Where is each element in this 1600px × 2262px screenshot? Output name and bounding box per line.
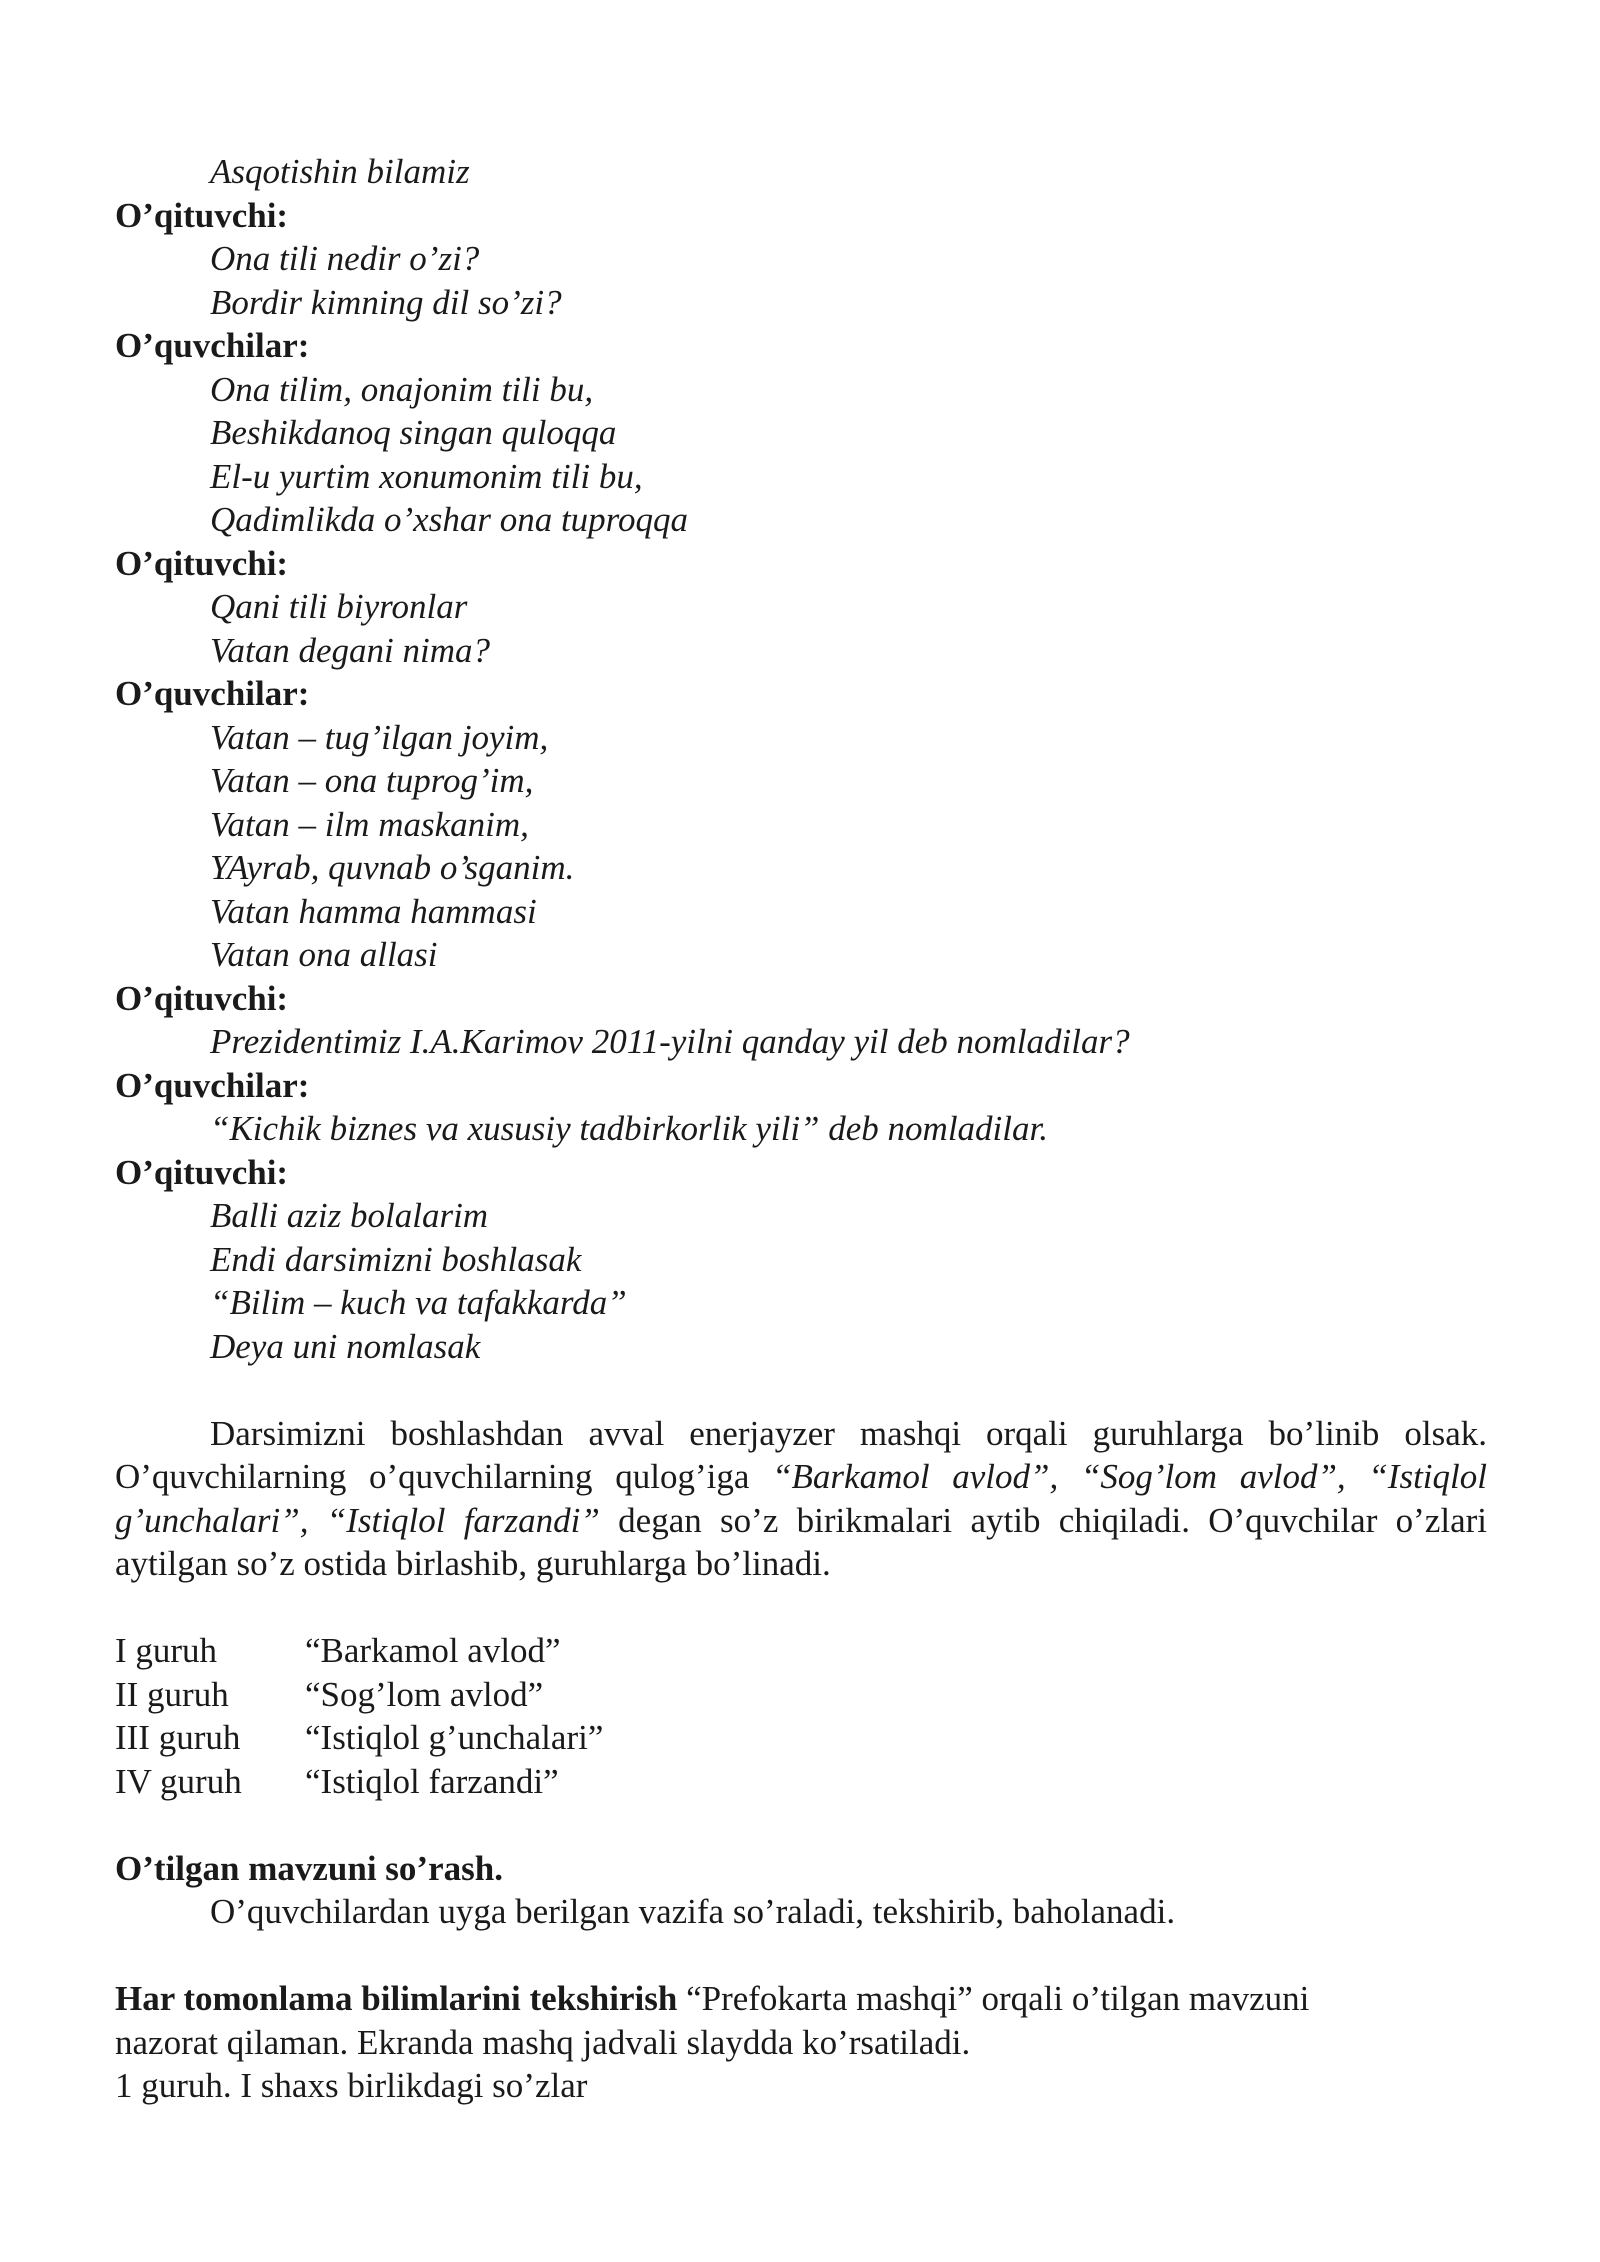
spacer — [115, 1368, 1487, 1412]
spacer — [115, 1586, 1487, 1630]
groups-list — [115, 1629, 1487, 1803]
verse-line: “Kichik biznes va xususiy tadbirkorlik yili” deb nomladilar. — [210, 1109, 1049, 1148]
group-number: II guruh — [115, 1674, 229, 1714]
verse-line: Vatan – ilm maskanim, — [210, 804, 529, 844]
spacer — [115, 1934, 1487, 1978]
group-row — [115, 1760, 1487, 1804]
verse-line: Asqotishin bilamiz — [210, 152, 470, 191]
group-row — [115, 1629, 1487, 1673]
verse-line: Vatan – tug’ilgan joyim, — [210, 717, 549, 757]
intro-paragraph — [115, 1412, 1487, 1586]
group-row — [115, 1673, 1487, 1717]
group-number: IV guruh — [115, 1761, 242, 1801]
verse-line: Qani tili biyronlar — [210, 587, 468, 626]
intro-text-2: degan so’z birikmalari aytib chiqiladi. O’quvchilar o’zlari aytilgan so’z ostida birlashib, guruhlarga bo’linadi. — [115, 1500, 1487, 1583]
verse-line: El-u yurtim xonumonim tili bu, — [210, 456, 643, 496]
speaker-label: O’qituvchi: — [115, 195, 289, 235]
group-number: III guruh — [115, 1718, 241, 1757]
review-heading: O’tilgan mavzuni so’rash. — [115, 1848, 503, 1888]
verse-line: Endi darsimizni boshlasak — [210, 1239, 582, 1279]
verse-line: Qadimlikda o’xshar ona tuproqqa — [210, 500, 688, 539]
speaker-label: O’quvchilar: — [115, 326, 310, 365]
group-name: “Barkamol avlod” — [305, 1631, 561, 1670]
check-line-3: 1 guruh. I shaxs birlikdagi so’zlar — [115, 2066, 588, 2105]
verse-line: Vatan – ona tuprog’im, — [210, 761, 534, 800]
check-line-2: nazorat qilaman. Ekranda mashq jadvali slaydda ko’rsatiladi. — [115, 2022, 971, 2062]
document-page — [115, 150, 1487, 2108]
verse-line: Vatan ona allasi — [210, 935, 438, 974]
speaker-label: O’qituvchi: — [115, 978, 289, 1018]
dialogue-section — [115, 150, 1487, 1368]
group-name: “Sog’lom avlod” — [305, 1674, 544, 1714]
verse-line: Vatan degani nima? — [210, 630, 490, 670]
verse-line: Vatan hamma hammasi — [210, 891, 537, 931]
check-heading: Har tomonlama bilimlarini tekshirish — [115, 1979, 678, 2018]
verse-line: Bordir kimning dil so’zi? — [210, 282, 562, 322]
intro-italic-phrases: “Barkamol avlod”, “Sog’lom avlod”, “Istiqlol g’unchalari”, “Istiqlol farzandi” — [115, 1457, 1487, 1540]
verse-line: Beshikdanoq singan quloqqa — [210, 413, 617, 452]
spacer — [115, 1803, 1487, 1847]
speaker-label: O’quvchilar: — [115, 1065, 310, 1105]
verse-line: “Bilim – kuch va tafakkarda” — [210, 1283, 627, 1322]
speaker-label: O’quvchilar: — [115, 674, 310, 713]
group-row — [115, 1716, 1487, 1760]
check-line-1 — [115, 1977, 1487, 2021]
group-name: “Istiqlol farzandi” — [305, 1761, 559, 1801]
intro-text-1: Darsimizni boshlashdan avval enerjayzer mashqi orqali guruhlarga bo’linib olsak. O’quvchilarning o’quvchilarning qulog’iga — [115, 1413, 1487, 1496]
group-number: I guruh — [115, 1631, 218, 1670]
speaker-label: O’qituvchi: — [115, 1152, 289, 1192]
check-text: “Prefokarta mashqi” orqali o’tilgan mavzuni — [677, 1979, 1310, 2018]
verse-line: Ona tilim, onajonim tili bu, — [210, 369, 594, 409]
verse-line: YAyrab, quvnab o’sganim. — [210, 848, 575, 887]
speaker-label: O’qituvchi: — [115, 543, 289, 583]
verse-line: Balli aziz bolalarim — [210, 1196, 489, 1235]
verse-line: Ona tili nedir o’zi? — [210, 239, 480, 278]
group-name: “Istiqlol g’unchalari” — [305, 1718, 604, 1757]
verse-line: Prezidentimiz I.A.Karimov 2011-yilni qanday yil deb nomladilar? — [210, 1022, 1130, 1061]
verse-line: Deya uni nomlasak — [210, 1326, 481, 1366]
review-text: O’quvchilardan uyga berilgan vazifa so’raladi, tekshirib, baholanadi. — [210, 1892, 1176, 1931]
